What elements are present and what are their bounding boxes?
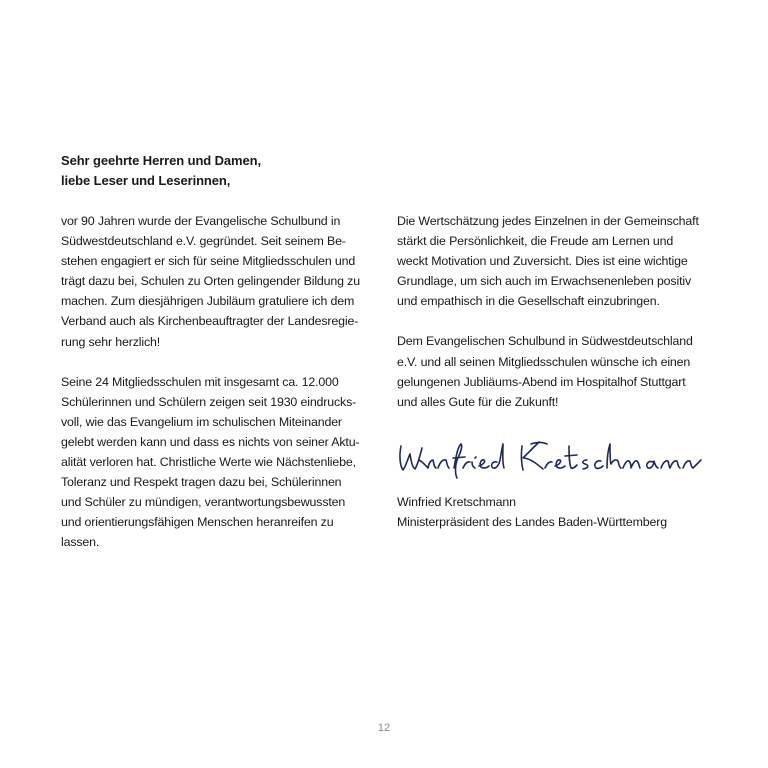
text-line: Grundlage, um sich auch im Erwachsenenleben positiv <box>397 274 692 289</box>
handwritten-signature <box>397 432 707 482</box>
signer-name: Winfried Kretschmann <box>397 495 516 509</box>
text-line: Südwestdeutschland e.V. gegründet. Seit seinem Be- <box>61 234 346 249</box>
text-line: und alles Gute für die Zukunft! <box>397 394 559 409</box>
text-line: Schülerinnen und Schülern zeigen seit 1930 eindrucks- <box>61 394 357 409</box>
page-number: 12 <box>377 722 391 734</box>
left-column <box>61 211 391 553</box>
text-line: und empathisch in die Gesellschaft einzubringen. <box>397 294 660 309</box>
right-paragraph-1 <box>397 211 727 311</box>
salutation <box>61 151 261 191</box>
text-line: und orientierungsfähigen Menschen heranreifen zu <box>61 515 334 530</box>
left-paragraph-2 <box>61 372 391 553</box>
signer-block <box>397 492 667 532</box>
signer-title: Ministerpräsident des Landes Baden-Württemberg <box>397 515 667 530</box>
salutation-line-2: liebe Leser und Leserinnen, <box>61 173 231 188</box>
text-line: Verband auch als Kirchenbeauftragter der Landesregie- <box>61 314 359 329</box>
text-line: vor 90 Jahren wurde der Evangelische Schulbund in <box>61 214 341 228</box>
right-paragraph-2 <box>397 331 727 411</box>
text-line: trägt dazu bei, Schulen zu Orten gelingender Bildung zu <box>61 274 360 289</box>
text-line: und Schüler zu mündigen, verantwortungsbewussten <box>61 495 346 510</box>
text-line: stärkt die Persönlichkeit, die Freude am Lernen und <box>397 234 674 249</box>
text-line: e.V. und all seinen Mitgliedsschulen wünsche ich einen <box>397 354 691 369</box>
paragraph-gap <box>397 311 727 331</box>
text-line: voll, wie das Evangelium im schulischen Miteinander <box>61 414 342 429</box>
left-paragraph-1 <box>61 211 391 352</box>
text-line: stehen engagiert er sich für seine Mitgliedsschulen und <box>61 254 356 269</box>
text-line: gelungenen Jubliäums-Abend im Hospitalhof Stuttgart <box>397 374 686 389</box>
text-line: lassen. <box>61 535 100 550</box>
text-line: Seine 24 Mitgliedsschulen mit insgesamt ca. 12.000 <box>61 374 339 389</box>
text-line: Die Wertschätzung jedes Einzelnen in der Gemeinschaft <box>397 214 699 228</box>
text-line: Dem Evangelischen Schulbund in Südwestdeutschland <box>397 334 693 349</box>
salutation-line-1: Sehr geehrte Herren und Damen, <box>61 153 261 168</box>
right-column <box>397 211 727 412</box>
paragraph-gap <box>61 352 391 372</box>
text-line: rung sehr herzlich! <box>61 334 161 349</box>
text-line: alität verloren hat. Christliche Werte wie Nächstenliebe, <box>61 455 356 470</box>
text-line: weckt Motivation und Zuversicht. Dies ist eine wichtige <box>397 254 688 269</box>
text-line: Toleranz und Respekt tragen dazu bei, Schülerinnen <box>61 475 342 490</box>
text-line: machen. Zum diesjährigen Jubiläum gratuliere ich dem <box>61 294 355 309</box>
text-line: gelebt werden kann und dass es nichts von seiner Aktu- <box>61 434 360 449</box>
